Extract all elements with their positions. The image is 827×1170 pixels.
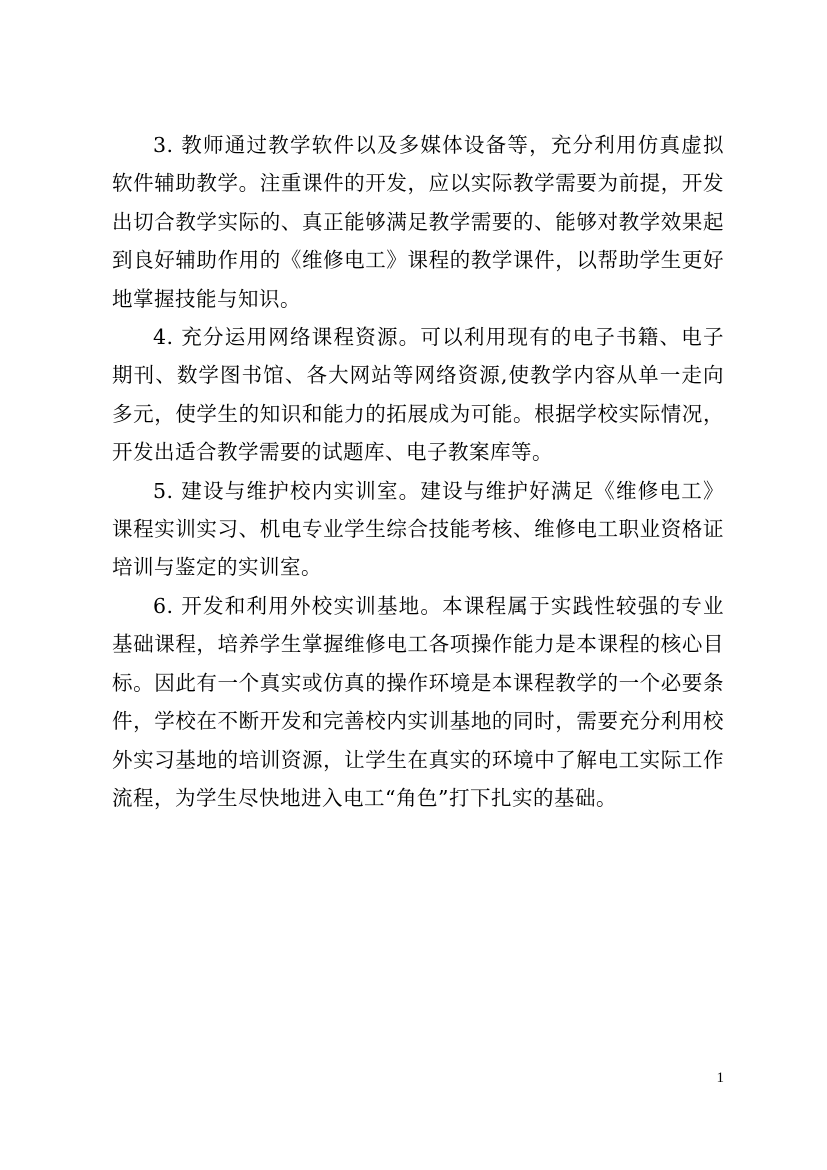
paragraph-external-training-base: 6. 开发和利用外校实训基地。本课程属于实践性较强的专业基础课程，培养学生掌握维修电工各项操作能力是本课程的核心目标。因此有一个真实或仿真的操作环境是本课程教学的一个必要条件，学校在不断开发和完善校内实训基地的同时，需要充分利用校外实习基地的培训资源，让学生在真实的环境中了解电工实际工作流程，为学生尽快地进入电工“角色”打下扎实的基础。: [112, 593, 724, 810]
document-body: [112, 126, 724, 817]
paragraph-teaching-software: 3. 教师通过教学软件以及多媒体设备等，充分利用仿真虚拟软件辅助教学。注重课件的开发，应以实际教学需要为前提，开发出切合教学实际的、真正能够满足教学需要的、能够对教学效果起到良好辅助作用的《维修电工》课程的教学课件，以帮助学生更好地掌握技能与知识。: [112, 133, 724, 311]
paragraph-training-room: 5. 建设与维护校内实训室。建设与维护好满足《维修电工》课程实训实习、机电专业学生综合技能考核、维修电工职业资格证培训与鉴定的实训室。: [112, 478, 724, 580]
paragraph-network-resources: 4. 充分运用网络课程资源。可以利用现有的电子书籍、电子期刊、数学图书馆、各大网站等网络资源,使教学内容从单一走向多元，使学生的知识和能力的拓展成为可能。根据学校实际情况，开发出适合教学需要的试题库、电子教案库等。: [112, 325, 724, 465]
page-number: 1: [716, 1070, 724, 1086]
